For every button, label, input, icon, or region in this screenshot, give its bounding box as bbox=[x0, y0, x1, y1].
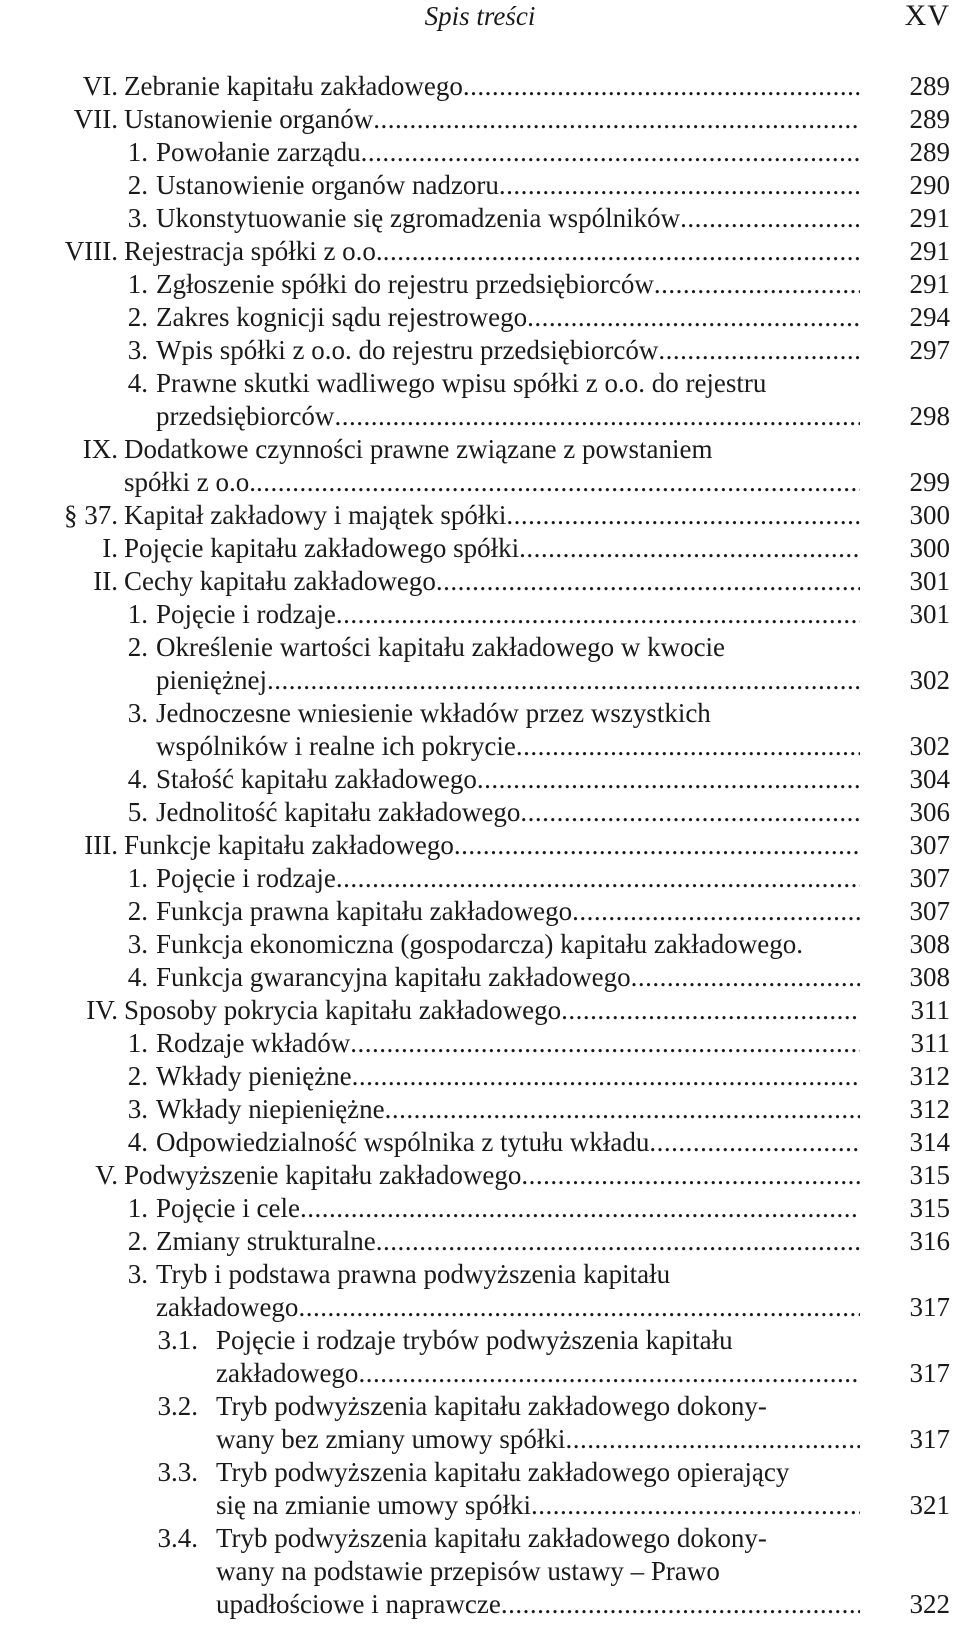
toc-entry-number: 5. bbox=[127, 797, 148, 827]
toc-entry-page: 301 bbox=[909, 566, 950, 596]
toc-entry-page: 289 bbox=[909, 71, 950, 101]
toc-entry[interactable] bbox=[0, 697, 960, 730]
toc-entry[interactable] bbox=[0, 1225, 960, 1258]
toc-entry-title-cont: wspólników i realne ich pokrycie ..... bbox=[156, 730, 860, 763]
toc-entry[interactable] bbox=[0, 763, 960, 796]
toc-entry-page: 302 bbox=[909, 665, 950, 695]
toc-entry-title: Prawne skutki wadliwego wpisu spółki z o.o. do rejestru bbox=[156, 368, 767, 398]
toc-entry[interactable] bbox=[0, 796, 960, 829]
toc-entry-number: 4. bbox=[127, 368, 148, 398]
toc-entry[interactable] bbox=[0, 565, 960, 598]
toc-entry[interactable] bbox=[0, 499, 960, 532]
toc-entry-title-cont: zakładowego ..... bbox=[156, 1291, 860, 1324]
toc-entry-title: Jednoczesne wniesienie wkładów przez wszystkich bbox=[156, 698, 711, 728]
toc-entry-number: 2. bbox=[127, 170, 148, 200]
toc-entry[interactable] bbox=[0, 994, 960, 1027]
toc-entry-title-cont: przedsiębiorców ..... bbox=[156, 400, 860, 433]
toc-entry-number: 1. bbox=[127, 1193, 148, 1223]
toc-entry-page: 289 bbox=[909, 104, 950, 134]
toc-entry-title-cont: wany na podstawie przepisów ustawy – Prawo bbox=[216, 1556, 720, 1586]
toc-entry[interactable] bbox=[0, 532, 960, 565]
toc-entry-continuation[interactable] bbox=[0, 1357, 960, 1390]
toc-entry-page: 304 bbox=[909, 764, 950, 794]
toc-entry-page: 300 bbox=[909, 500, 950, 530]
toc-entry-title: Określenie wartości kapitału zakładowego w kwocie bbox=[156, 632, 726, 662]
toc-entry-title-cont: upadłościowe i naprawcze ..... bbox=[216, 1588, 860, 1621]
toc-entry-title: Pojęcie i rodzaje trybów podwyższenia kapitału bbox=[216, 1325, 733, 1355]
toc-entry-continuation[interactable] bbox=[0, 1588, 960, 1621]
toc-entry[interactable] bbox=[0, 1027, 960, 1060]
toc-entry-title: Stałość kapitału zakładowego ..... bbox=[156, 763, 860, 796]
toc-entry-title: Zmiany strukturalne ..... bbox=[156, 1225, 860, 1258]
toc-entry-title: Pojęcie kapitału zakładowego spółki ..... bbox=[124, 532, 860, 565]
toc-entry-title: Wkłady niepieniężne ..... bbox=[156, 1093, 860, 1126]
toc-entry-title: Odpowiedzialność wspólnika z tytułu wkładu ..... bbox=[156, 1126, 860, 1159]
toc-entry-continuation[interactable] bbox=[0, 1423, 960, 1456]
toc-entry-number: 2. bbox=[127, 632, 148, 662]
toc-entry-page: 322 bbox=[909, 1589, 950, 1619]
toc-entry-number: 1. bbox=[127, 863, 148, 893]
toc-entry[interactable] bbox=[0, 1192, 960, 1225]
toc-entry[interactable] bbox=[0, 829, 960, 862]
toc-entry[interactable] bbox=[0, 631, 960, 664]
toc-entry-number: 3. bbox=[127, 698, 148, 728]
toc-entry[interactable] bbox=[0, 268, 960, 301]
toc-entry-title: Podwyższenie kapitału zakładowego ..... bbox=[124, 1159, 860, 1192]
toc-entry-number: 2. bbox=[127, 1226, 148, 1256]
toc-entry-title: Wkłady pieniężne ..... bbox=[156, 1060, 860, 1093]
toc-entry-page: 311 bbox=[910, 995, 950, 1025]
toc-entry-number: VIII. bbox=[64, 236, 118, 266]
table-of-contents bbox=[0, 70, 960, 1621]
toc-entry-page: 306 bbox=[909, 797, 950, 827]
toc-entry-title: Sposoby pokrycia kapitału zakładowego ..... bbox=[124, 994, 860, 1027]
toc-entry-title: Funkcja gwarancyjna kapitału zakładowego ..... bbox=[156, 961, 860, 994]
toc-entry-number: 3. bbox=[127, 335, 148, 365]
toc-entry[interactable] bbox=[0, 136, 960, 169]
toc-entry-number: 1. bbox=[127, 1028, 148, 1058]
toc-entry-page: 301 bbox=[909, 599, 950, 629]
toc-entry-number: IV. bbox=[86, 995, 118, 1025]
toc-entry-page: 289 bbox=[909, 137, 950, 167]
toc-entry[interactable] bbox=[0, 928, 960, 961]
toc-entry-title: Funkcja ekonomiczna (gospodarcza) kapitału zakładowego. bbox=[156, 929, 803, 959]
toc-entry-title: Ukonstytuowanie się zgromadzenia wspólników ..... bbox=[156, 202, 860, 235]
toc-entry-continuation[interactable] bbox=[0, 1555, 960, 1588]
toc-entry-title: Funkcje kapitału zakładowego ..... bbox=[124, 829, 860, 862]
toc-entry-title: Pojęcie i rodzaje ..... bbox=[156, 598, 860, 631]
toc-entry-page: 298 bbox=[909, 401, 950, 431]
toc-entry-title-cont: spółki z o.o. ..... bbox=[124, 466, 860, 499]
toc-entry[interactable] bbox=[0, 1126, 960, 1159]
toc-entry[interactable] bbox=[0, 1093, 960, 1126]
toc-entry-continuation[interactable] bbox=[0, 730, 960, 763]
toc-entry-page: 297 bbox=[909, 335, 950, 365]
toc-entry-number: 4. bbox=[127, 764, 148, 794]
toc-entry-number: 3.2. bbox=[157, 1391, 198, 1421]
toc-entry[interactable] bbox=[0, 70, 960, 103]
toc-entry-title: Ustanowienie organów ..... bbox=[124, 103, 860, 136]
toc-entry-title: Funkcja prawna kapitału zakładowego ..... bbox=[156, 895, 860, 928]
toc-entry[interactable] bbox=[0, 301, 960, 334]
toc-entry-number: I. bbox=[102, 533, 118, 563]
toc-entry-page: 314 bbox=[909, 1127, 950, 1157]
toc-entry-title: Cechy kapitału zakładowego ..... bbox=[124, 565, 860, 598]
toc-entry[interactable] bbox=[0, 169, 960, 202]
toc-entry-number: 2. bbox=[127, 896, 148, 926]
toc-entry[interactable] bbox=[0, 367, 960, 400]
toc-entry-page: 321 bbox=[909, 1490, 950, 1520]
toc-entry[interactable] bbox=[0, 1159, 960, 1192]
toc-entry-continuation[interactable] bbox=[0, 1291, 960, 1324]
toc-entry-page: 308 bbox=[909, 962, 950, 992]
toc-entry-number: 4. bbox=[127, 1127, 148, 1157]
toc-entry-number: III. bbox=[84, 830, 118, 860]
toc-entry[interactable] bbox=[0, 1324, 960, 1357]
running-header-title: Spis treści bbox=[424, 1, 536, 31]
toc-entry-number: 3. bbox=[127, 929, 148, 959]
toc-entry-title: Tryb podwyższenia kapitału zakładowego dokony- bbox=[216, 1523, 767, 1553]
toc-entry-number: 2. bbox=[127, 1061, 148, 1091]
toc-entry-number: 3. bbox=[127, 1259, 148, 1289]
toc-entry-title-cont: się na zmianie umowy spółki ..... bbox=[216, 1489, 860, 1522]
toc-entry-number: VII. bbox=[73, 104, 118, 134]
toc-entry-page: 291 bbox=[909, 236, 950, 266]
toc-entry-number: VI. bbox=[82, 71, 118, 101]
toc-entry-title-cont: zakładowego ..... bbox=[216, 1357, 860, 1390]
toc-entry-continuation[interactable] bbox=[0, 1489, 960, 1522]
toc-entry-title: Kapitał zakładowy i majątek spółki ..... bbox=[124, 499, 860, 532]
toc-entry-number: V. bbox=[95, 1160, 118, 1190]
toc-entry[interactable] bbox=[0, 433, 960, 466]
toc-entry-title: Rejestracja spółki z o.o. ..... bbox=[124, 235, 860, 268]
toc-entry[interactable] bbox=[0, 334, 960, 367]
toc-entry-page: 311 bbox=[910, 1028, 950, 1058]
toc-entry-page: 307 bbox=[909, 863, 950, 893]
toc-entry-page: 315 bbox=[909, 1193, 950, 1223]
toc-entry[interactable] bbox=[0, 1258, 960, 1291]
toc-entry-number: 3. bbox=[127, 203, 148, 233]
toc-entry-continuation[interactable] bbox=[0, 466, 960, 499]
toc-entry[interactable] bbox=[0, 103, 960, 136]
toc-entry[interactable] bbox=[0, 961, 960, 994]
toc-entry-page: 291 bbox=[909, 203, 950, 233]
toc-entry-page: 302 bbox=[909, 731, 950, 761]
toc-entry-title: Zebranie kapitału zakładowego ..... bbox=[124, 70, 860, 103]
toc-entry-number: IX. bbox=[82, 434, 118, 464]
toc-entry-page: 307 bbox=[909, 830, 950, 860]
toc-entry[interactable] bbox=[0, 862, 960, 895]
toc-entry-continuation[interactable] bbox=[0, 664, 960, 697]
toc-entry-page: 315 bbox=[909, 1160, 950, 1190]
toc-entry-title: Zakres kognicji sądu rejestrowego ..... bbox=[156, 301, 860, 334]
toc-entry[interactable] bbox=[0, 1522, 960, 1555]
toc-entry[interactable] bbox=[0, 202, 960, 235]
toc-entry-number: 1. bbox=[127, 599, 148, 629]
toc-entry-title-cont: wany bez zmiany umowy spółki ..... bbox=[216, 1423, 860, 1456]
toc-entry-number: § 37. bbox=[64, 500, 118, 530]
toc-entry-title: Zgłoszenie spółki do rejestru przedsiębiorców ..... bbox=[156, 268, 860, 301]
toc-entry-title: Tryb podwyższenia kapitału zakładowego dokony- bbox=[216, 1391, 767, 1421]
toc-entry-page: 317 bbox=[909, 1292, 950, 1322]
toc-entry-title: Jednolitość kapitału zakładowego ..... bbox=[156, 796, 860, 829]
toc-entry-page: 291 bbox=[909, 269, 950, 299]
toc-entry-title: Ustanowienie organów nadzoru ..... bbox=[156, 169, 860, 202]
toc-entry-number: 3.4. bbox=[157, 1523, 198, 1553]
toc-entry-page: 307 bbox=[909, 896, 950, 926]
toc-entry-page: 312 bbox=[909, 1094, 950, 1124]
toc-entry-page: 308 bbox=[909, 929, 950, 959]
toc-entry-number: 3.1. bbox=[157, 1325, 198, 1355]
toc-entry[interactable] bbox=[0, 1060, 960, 1093]
toc-entry[interactable] bbox=[0, 235, 960, 268]
toc-entry[interactable] bbox=[0, 1456, 960, 1489]
toc-entry-page: 299 bbox=[909, 467, 950, 497]
toc-entry-title: Dodatkowe czynności prawne związane z powstaniem bbox=[124, 434, 713, 464]
toc-entry-page: 316 bbox=[909, 1226, 950, 1256]
toc-entry[interactable] bbox=[0, 895, 960, 928]
toc-entry[interactable] bbox=[0, 598, 960, 631]
toc-entry-number: 3.3. bbox=[157, 1457, 198, 1487]
toc-entry-title: Pojęcie i cele ..... bbox=[156, 1192, 860, 1225]
toc-entry-page: 294 bbox=[909, 302, 950, 332]
toc-entry[interactable] bbox=[0, 1390, 960, 1423]
toc-entry-page: 317 bbox=[909, 1358, 950, 1388]
toc-entry-title: Tryb podwyższenia kapitału zakładowego opierający bbox=[216, 1457, 790, 1487]
toc-entry-page: 312 bbox=[909, 1061, 950, 1091]
toc-entry-page: 290 bbox=[909, 170, 950, 200]
toc-entry-title: Tryb i podstawa prawna podwyższenia kapitału bbox=[156, 1259, 671, 1289]
toc-entry-number: II. bbox=[93, 566, 118, 596]
toc-entry-page: 317 bbox=[909, 1424, 950, 1454]
toc-entry-title: Wpis spółki z o.o. do rejestru przedsiębiorców ..... bbox=[156, 334, 860, 367]
page-number: XV bbox=[904, 0, 950, 32]
toc-entry-number: 1. bbox=[127, 137, 148, 167]
toc-entry-continuation[interactable] bbox=[0, 400, 960, 433]
toc-entry-title: Powołanie zarządu ..... bbox=[156, 136, 860, 169]
toc-entry-number: 3. bbox=[127, 1094, 148, 1124]
toc-entry-page: 300 bbox=[909, 533, 950, 563]
toc-entry-title: Pojęcie i rodzaje ..... bbox=[156, 862, 860, 895]
toc-entry-title-cont: pieniężnej ..... bbox=[156, 664, 860, 697]
toc-entry-number: 2. bbox=[127, 302, 148, 332]
toc-entry-number: 1. bbox=[127, 269, 148, 299]
toc-entry-title: Rodzaje wkładów ..... bbox=[156, 1027, 860, 1060]
toc-entry-number: 4. bbox=[127, 962, 148, 992]
